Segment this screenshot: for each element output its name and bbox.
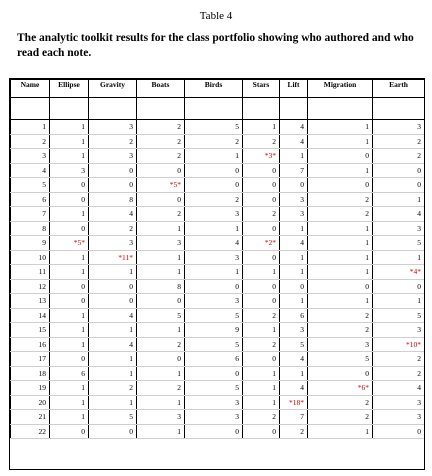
- count-cell: 3: [137, 236, 185, 251]
- count-cell: 1: [243, 120, 280, 135]
- count-cell: *11*: [89, 250, 137, 265]
- count-cell: 4: [280, 120, 308, 135]
- count-cell: *4*: [373, 265, 425, 280]
- count-cell: 3: [89, 236, 137, 251]
- row-name-cell: 17: [11, 352, 50, 367]
- count-cell: 2: [373, 149, 425, 164]
- count-cell: 1: [308, 120, 373, 135]
- count-cell: 1: [50, 265, 89, 280]
- count-cell: 2: [137, 207, 185, 222]
- count-cell: 1: [243, 265, 280, 280]
- table-row: [11, 337, 425, 352]
- count-cell: 1: [243, 395, 280, 410]
- count-cell: 3: [308, 337, 373, 352]
- count-cell: 2: [137, 149, 185, 164]
- count-cell: 3: [185, 250, 243, 265]
- count-cell: 0: [50, 352, 89, 367]
- count-cell: 0: [243, 163, 280, 178]
- row-name-cell: 12: [11, 279, 50, 294]
- count-cell: 5: [89, 410, 137, 425]
- row-name-cell: 11: [11, 265, 50, 280]
- count-cell: 5: [185, 337, 243, 352]
- count-cell: *18*: [280, 395, 308, 410]
- count-cell: 2: [89, 381, 137, 396]
- results-table-frame: [9, 78, 425, 470]
- table-row: [11, 163, 425, 178]
- count-cell: 1: [308, 294, 373, 309]
- count-cell: 4: [280, 381, 308, 396]
- count-cell: 3: [373, 410, 425, 425]
- count-cell: 3: [280, 207, 308, 222]
- row-name-cell: 7: [11, 207, 50, 222]
- count-cell: 0: [89, 424, 137, 439]
- count-cell: 7: [280, 410, 308, 425]
- table-row: [11, 323, 425, 338]
- count-cell: 2: [243, 207, 280, 222]
- table-row: [11, 207, 425, 222]
- table-row: [11, 221, 425, 236]
- count-cell: 0: [243, 250, 280, 265]
- count-cell: 5: [185, 381, 243, 396]
- count-cell: 1: [50, 308, 89, 323]
- spacer-cell: [243, 98, 280, 120]
- count-cell: 1: [243, 366, 280, 381]
- count-cell: 1: [89, 265, 137, 280]
- count-cell: 0: [308, 149, 373, 164]
- count-cell: 4: [89, 308, 137, 323]
- column-header-stars: Stars: [243, 80, 280, 98]
- count-cell: 1: [137, 395, 185, 410]
- count-cell: 5: [185, 308, 243, 323]
- row-name-cell: 18: [11, 366, 50, 381]
- count-cell: 2: [137, 120, 185, 135]
- count-cell: 1: [137, 265, 185, 280]
- count-cell: 1: [185, 149, 243, 164]
- count-cell: 2: [137, 337, 185, 352]
- count-cell: 2: [308, 192, 373, 207]
- spacer-cell: [280, 98, 308, 120]
- count-cell: 0: [373, 424, 425, 439]
- count-cell: 2: [243, 134, 280, 149]
- spacer-cell: [89, 98, 137, 120]
- count-cell: 0: [185, 163, 243, 178]
- count-cell: *2*: [243, 236, 280, 251]
- spacer-cell: [308, 98, 373, 120]
- count-cell: 0: [185, 178, 243, 193]
- count-cell: 7: [280, 163, 308, 178]
- count-cell: 8: [89, 192, 137, 207]
- row-name-cell: 19: [11, 381, 50, 396]
- count-cell: 1: [50, 207, 89, 222]
- count-cell: 1: [373, 294, 425, 309]
- table-row: [11, 410, 425, 425]
- count-cell: 3: [89, 149, 137, 164]
- spacer-cell: [137, 98, 185, 120]
- spacer-cell: [11, 98, 50, 120]
- count-cell: 4: [373, 207, 425, 222]
- count-cell: 1: [50, 134, 89, 149]
- count-cell: 1: [50, 381, 89, 396]
- count-cell: 5: [137, 308, 185, 323]
- spacer-cell: [185, 98, 243, 120]
- table-body: [11, 98, 425, 439]
- count-cell: 1: [50, 410, 89, 425]
- count-cell: 2: [308, 395, 373, 410]
- count-cell: 0: [50, 192, 89, 207]
- row-name-cell: 14: [11, 308, 50, 323]
- count-cell: 1: [308, 265, 373, 280]
- row-name-cell: 2: [11, 134, 50, 149]
- row-name-cell: 22: [11, 424, 50, 439]
- count-cell: 1: [89, 366, 137, 381]
- count-cell: 0: [280, 178, 308, 193]
- row-name-cell: 16: [11, 337, 50, 352]
- count-cell: 0: [50, 294, 89, 309]
- spacer-row: [11, 98, 425, 120]
- count-cell: *5*: [50, 236, 89, 251]
- count-cell: 0: [280, 279, 308, 294]
- count-cell: 0: [308, 178, 373, 193]
- header-row: [11, 80, 425, 98]
- count-cell: 2: [243, 308, 280, 323]
- count-cell: 5: [280, 337, 308, 352]
- count-cell: 2: [185, 192, 243, 207]
- count-cell: 0: [243, 424, 280, 439]
- row-name-cell: 9: [11, 236, 50, 251]
- count-cell: 1: [50, 149, 89, 164]
- count-cell: 2: [308, 323, 373, 338]
- count-cell: 1: [137, 366, 185, 381]
- column-header-boats: Boats: [137, 80, 185, 98]
- count-cell: 0: [308, 279, 373, 294]
- count-cell: 0: [373, 163, 425, 178]
- count-cell: 1: [89, 323, 137, 338]
- count-cell: 0: [50, 178, 89, 193]
- count-cell: 1: [308, 250, 373, 265]
- row-name-cell: 5: [11, 178, 50, 193]
- table-caption: The analytic toolkit results for the class portfolio showing who authored and who read each note.: [17, 32, 414, 59]
- count-cell: 0: [89, 178, 137, 193]
- count-cell: 3: [185, 294, 243, 309]
- count-cell: 0: [243, 178, 280, 193]
- count-cell: 0: [137, 294, 185, 309]
- count-cell: 4: [280, 236, 308, 251]
- count-cell: 1: [137, 221, 185, 236]
- column-header-lift: Lift: [280, 80, 308, 98]
- count-cell: 4: [185, 236, 243, 251]
- count-cell: 0: [137, 163, 185, 178]
- count-cell: 5: [185, 120, 243, 135]
- count-cell: 0: [185, 366, 243, 381]
- count-cell: 0: [50, 221, 89, 236]
- count-cell: 4: [373, 381, 425, 396]
- count-cell: 2: [280, 424, 308, 439]
- table-row: [11, 279, 425, 294]
- count-cell: 1: [280, 265, 308, 280]
- count-cell: 0: [50, 279, 89, 294]
- count-cell: 0: [373, 279, 425, 294]
- table-row: [11, 236, 425, 251]
- row-name-cell: 13: [11, 294, 50, 309]
- count-cell: 3: [89, 120, 137, 135]
- row-name-cell: 15: [11, 323, 50, 338]
- column-header-migration: Migration: [308, 80, 373, 98]
- count-cell: 4: [280, 352, 308, 367]
- count-cell: 2: [308, 410, 373, 425]
- count-cell: 2: [243, 410, 280, 425]
- column-header-earth: Earth: [373, 80, 425, 98]
- count-cell: 1: [308, 163, 373, 178]
- table-row: [11, 308, 425, 323]
- count-cell: 2: [308, 308, 373, 323]
- count-cell: 0: [243, 192, 280, 207]
- count-cell: 1: [137, 424, 185, 439]
- count-cell: 8: [137, 279, 185, 294]
- table-row: [11, 381, 425, 396]
- count-cell: 3: [185, 207, 243, 222]
- table-row: [11, 395, 425, 410]
- count-cell: 1: [89, 352, 137, 367]
- column-header-ellipse: Ellipse: [50, 80, 89, 98]
- count-cell: 0: [89, 163, 137, 178]
- count-cell: 1: [280, 366, 308, 381]
- count-cell: 1: [243, 323, 280, 338]
- count-cell: 4: [89, 207, 137, 222]
- count-cell: 2: [373, 134, 425, 149]
- count-cell: 3: [373, 120, 425, 135]
- count-cell: 5: [373, 308, 425, 323]
- count-cell: 2: [137, 381, 185, 396]
- count-cell: 3: [280, 323, 308, 338]
- count-cell: 2: [373, 352, 425, 367]
- count-cell: 1: [308, 134, 373, 149]
- count-cell: 0: [137, 352, 185, 367]
- count-cell: 1: [137, 323, 185, 338]
- count-cell: 2: [243, 337, 280, 352]
- table-row: [11, 178, 425, 193]
- row-name-cell: 8: [11, 221, 50, 236]
- count-cell: 1: [280, 250, 308, 265]
- count-cell: 0: [89, 294, 137, 309]
- count-cell: *5*: [137, 178, 185, 193]
- count-cell: 1: [137, 250, 185, 265]
- count-cell: 4: [280, 134, 308, 149]
- count-cell: 0: [243, 294, 280, 309]
- count-cell: 1: [308, 236, 373, 251]
- count-cell: 0: [243, 352, 280, 367]
- count-cell: 6: [185, 352, 243, 367]
- table-row: [11, 294, 425, 309]
- table-row: [11, 352, 425, 367]
- count-cell: 1: [50, 120, 89, 135]
- count-cell: 0: [185, 424, 243, 439]
- table-row: [11, 120, 425, 135]
- count-cell: 9: [185, 323, 243, 338]
- column-header-birds: Birds: [185, 80, 243, 98]
- count-cell: *6*: [308, 381, 373, 396]
- count-cell: 1: [280, 294, 308, 309]
- results-table: [10, 79, 425, 439]
- row-name-cell: 3: [11, 149, 50, 164]
- count-cell: 1: [280, 221, 308, 236]
- count-cell: 0: [308, 366, 373, 381]
- table-row: [11, 134, 425, 149]
- count-cell: 3: [185, 395, 243, 410]
- row-name-cell: 21: [11, 410, 50, 425]
- count-cell: 0: [50, 424, 89, 439]
- count-cell: 3: [373, 395, 425, 410]
- count-cell: 2: [137, 134, 185, 149]
- count-cell: 2: [185, 134, 243, 149]
- count-cell: 6: [280, 308, 308, 323]
- count-cell: 5: [373, 236, 425, 251]
- column-header-name: Name: [11, 80, 50, 98]
- count-cell: 2: [308, 207, 373, 222]
- count-cell: 1: [50, 323, 89, 338]
- count-cell: 0: [373, 178, 425, 193]
- count-cell: 1: [373, 250, 425, 265]
- count-cell: 3: [373, 221, 425, 236]
- count-cell: 4: [89, 337, 137, 352]
- table-number: Table 4: [199, 10, 233, 22]
- count-cell: 3: [185, 410, 243, 425]
- count-cell: 1: [185, 221, 243, 236]
- spacer-cell: [373, 98, 425, 120]
- count-cell: 1: [308, 424, 373, 439]
- table-row: [11, 424, 425, 439]
- count-cell: *10*: [373, 337, 425, 352]
- table-row: [11, 149, 425, 164]
- count-cell: 3: [373, 323, 425, 338]
- count-cell: 2: [89, 134, 137, 149]
- row-name-cell: 10: [11, 250, 50, 265]
- count-cell: 0: [185, 279, 243, 294]
- count-cell: 0: [89, 279, 137, 294]
- column-header-gravity: Gravity: [89, 80, 137, 98]
- count-cell: 5: [308, 352, 373, 367]
- count-cell: 1: [50, 395, 89, 410]
- table-row: [11, 265, 425, 280]
- count-cell: 6: [50, 366, 89, 381]
- count-cell: 2: [89, 221, 137, 236]
- count-cell: 1: [185, 265, 243, 280]
- spacer-cell: [50, 98, 89, 120]
- count-cell: 3: [137, 410, 185, 425]
- count-cell: 0: [137, 192, 185, 207]
- count-cell: 0: [243, 279, 280, 294]
- row-name-cell: 20: [11, 395, 50, 410]
- row-name-cell: 1: [11, 120, 50, 135]
- count-cell: 3: [280, 192, 308, 207]
- row-name-cell: 4: [11, 163, 50, 178]
- row-name-cell: 6: [11, 192, 50, 207]
- count-cell: 1: [50, 337, 89, 352]
- count-cell: 0: [243, 221, 280, 236]
- count-cell: 1: [308, 221, 373, 236]
- table-row: [11, 250, 425, 265]
- table-row: [11, 192, 425, 207]
- count-cell: 1: [89, 395, 137, 410]
- count-cell: 1: [243, 381, 280, 396]
- count-cell: 1: [50, 250, 89, 265]
- count-cell: 2: [373, 366, 425, 381]
- table-row: [11, 366, 425, 381]
- count-cell: *3*: [243, 149, 280, 164]
- count-cell: 1: [373, 192, 425, 207]
- count-cell: 1: [280, 149, 308, 164]
- count-cell: 3: [50, 163, 89, 178]
